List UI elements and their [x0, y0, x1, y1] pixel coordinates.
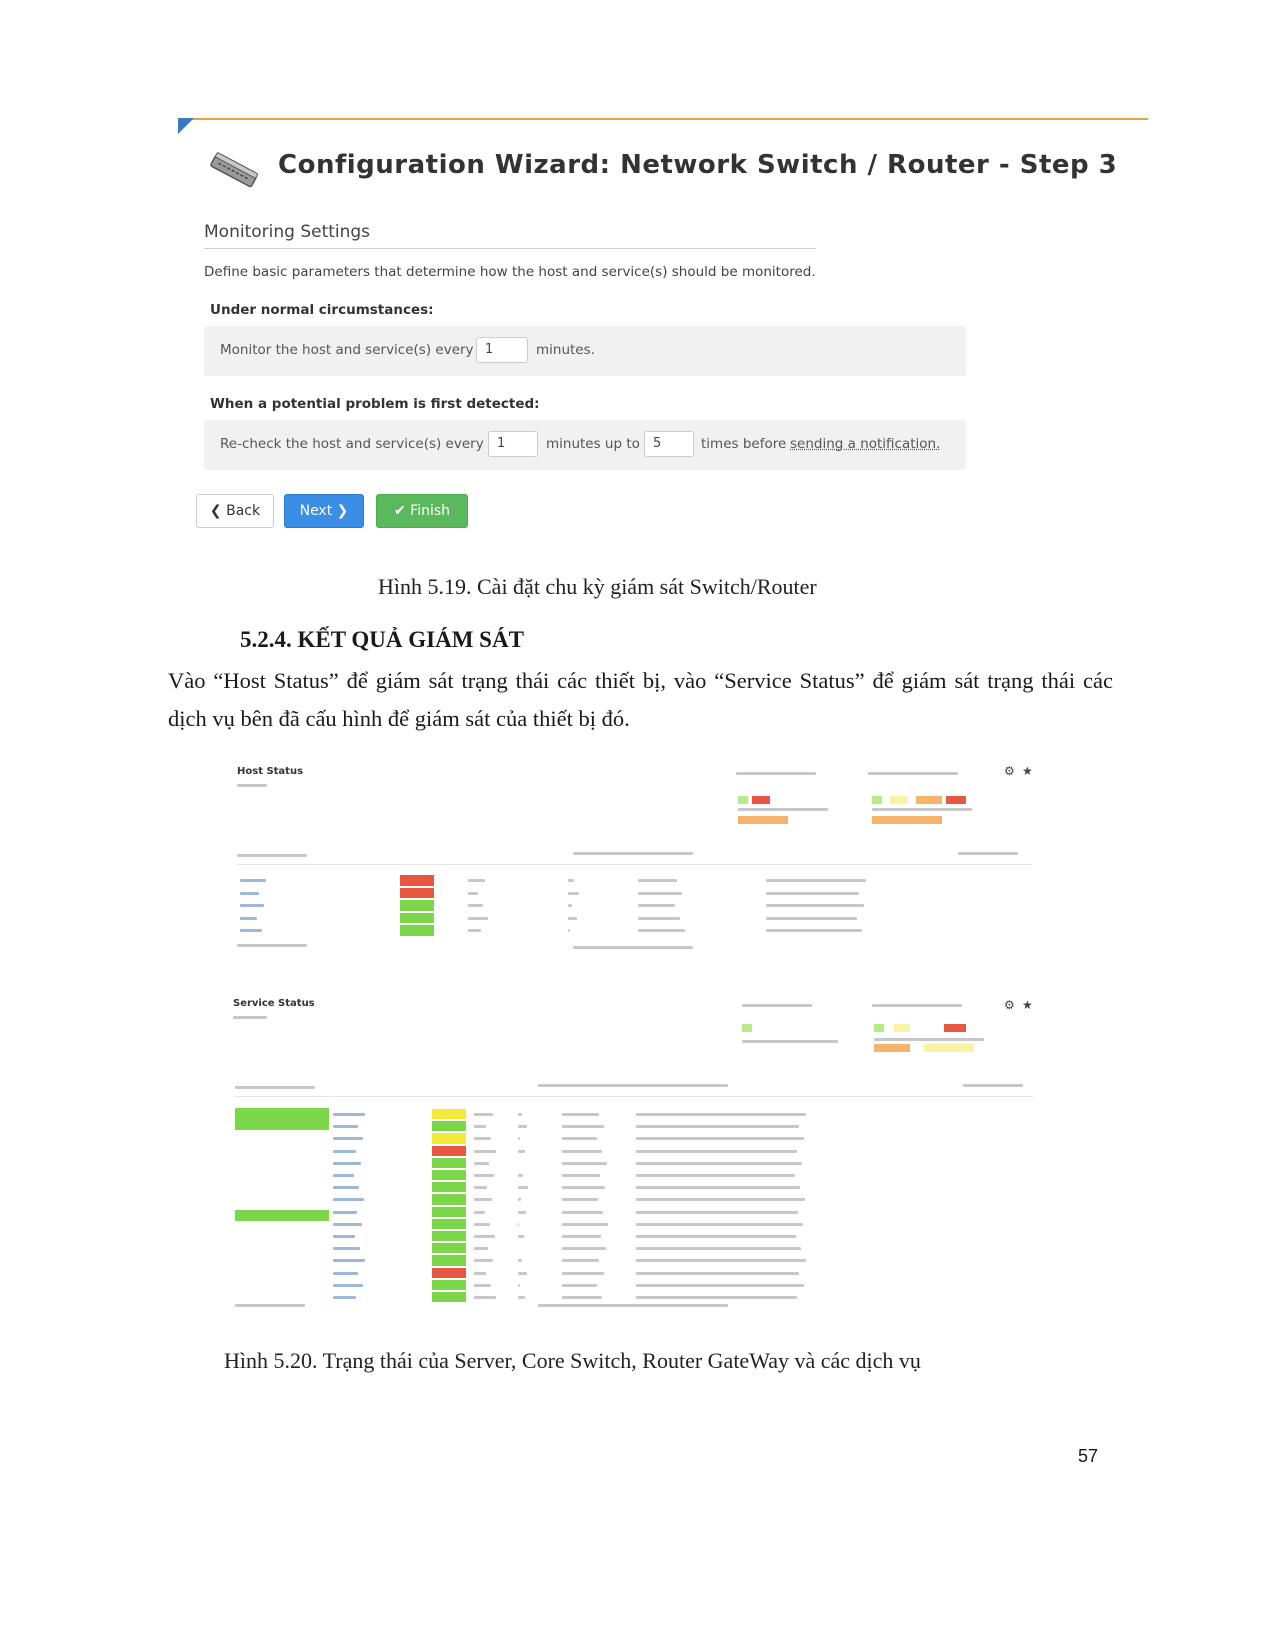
table-row[interactable]: [228, 1120, 1033, 1132]
table-row[interactable]: [228, 887, 1028, 900]
cell-text: [333, 1150, 356, 1153]
cell-text: [474, 1211, 485, 1214]
star-icon-2[interactable]: ★: [1022, 998, 1033, 1012]
cell-text: [474, 1162, 489, 1165]
cell-text: [333, 1174, 354, 1177]
cell-text: [474, 1223, 490, 1226]
status-cell: [432, 1207, 466, 1217]
cell-text: [562, 1125, 604, 1128]
cell-text: [636, 1150, 797, 1153]
table-row[interactable]: [228, 1145, 1033, 1157]
cell-text: [766, 879, 866, 882]
status-cell: [432, 1158, 466, 1168]
cell-text: [518, 1150, 525, 1153]
wizard-screenshot: [178, 118, 1148, 566]
table-row[interactable]: [228, 1291, 1033, 1303]
table-row[interactable]: [228, 899, 1028, 912]
status-cell: [432, 1133, 466, 1143]
cell-text: [568, 917, 577, 920]
chevron-left-icon: ❮: [209, 503, 227, 519]
cell-text: [333, 1223, 362, 1226]
cell-text: [474, 1125, 486, 1128]
status-cell: [432, 1219, 466, 1229]
cell-text: [562, 1211, 603, 1214]
cell-text: [240, 879, 266, 882]
host-search-input[interactable]: [958, 852, 1018, 855]
problem-suffix: times before: [701, 436, 787, 452]
cell-text: [333, 1125, 358, 1128]
table-row[interactable]: [228, 1132, 1033, 1144]
problem-prefix: Re-check the host and service(s) every: [220, 436, 484, 452]
cell-text: [518, 1198, 521, 1201]
cell-text: [562, 1162, 607, 1165]
table-row[interactable]: [228, 1254, 1033, 1266]
cell-text: [636, 1272, 799, 1275]
section-title: Monitoring Settings: [204, 222, 371, 242]
cell-text: [333, 1284, 363, 1287]
table-row[interactable]: [228, 1279, 1033, 1291]
cell-text: [562, 1174, 600, 1177]
status-cell: [400, 875, 434, 886]
table-row[interactable]: [228, 1108, 1033, 1120]
cell-text: [333, 1272, 358, 1275]
cell-text: [474, 1235, 495, 1238]
cell-text: [474, 1137, 491, 1140]
cell-text: [333, 1235, 355, 1238]
cell-text: [636, 1113, 806, 1116]
cell-text: [474, 1284, 491, 1287]
wizard-top-border: [178, 118, 1148, 120]
cell-text: [636, 1137, 804, 1140]
figure-caption-5-20: Hình 5.20. Trạng thái của Server, Core Switch, Router GateWay và các dịch vụ: [224, 1348, 921, 1373]
cell-text: [636, 1125, 799, 1128]
cell-text: [518, 1211, 526, 1214]
status-cell: [432, 1255, 466, 1265]
service-pager-top[interactable]: [538, 1084, 728, 1087]
cell-text: [636, 1284, 804, 1287]
service-status-subtitle: [233, 1016, 267, 1019]
cell-text: [562, 1150, 602, 1153]
retry-interval-input[interactable]: 1: [488, 431, 538, 457]
corner-marker: [178, 118, 194, 134]
cell-text: [468, 904, 483, 907]
cell-text: [474, 1113, 493, 1116]
cell-text: [518, 1174, 523, 1177]
normal-suffix: minutes.: [536, 342, 595, 358]
cell-text: [562, 1272, 604, 1275]
status-cell: [432, 1182, 466, 1192]
table-row[interactable]: [228, 1242, 1033, 1254]
check-icon: ✔: [393, 503, 411, 519]
table-row[interactable]: [228, 1181, 1033, 1193]
max-attempts-input[interactable]: 5: [644, 431, 694, 457]
cell-text: [474, 1247, 488, 1250]
table-row[interactable]: [228, 1267, 1033, 1279]
table-row[interactable]: [228, 1157, 1033, 1169]
host-status-subtitle: [237, 784, 267, 787]
section-divider: [204, 248, 816, 249]
cell-text: [766, 929, 862, 932]
status-screenshot: [228, 756, 1040, 1308]
host-status-summary-2: [734, 1002, 844, 1060]
cell-text: [518, 1284, 520, 1287]
star-icon[interactable]: ★: [1022, 764, 1033, 778]
cell-text: [240, 929, 262, 932]
status-cell: [432, 1109, 466, 1119]
service-status-title: Service Status: [233, 998, 315, 1009]
cell-text: [562, 1137, 597, 1140]
cell-text: [562, 1235, 601, 1238]
host-status-title: Host Status: [237, 766, 304, 777]
cell-text: [562, 1247, 606, 1250]
table-row[interactable]: [228, 1206, 1033, 1218]
cell-text: [562, 1113, 599, 1116]
problem-settings-well: [204, 420, 966, 470]
cell-text: [766, 892, 859, 895]
cell-text: [474, 1259, 493, 1262]
cell-text: [638, 892, 682, 895]
cell-text: [333, 1113, 365, 1116]
cell-text: [474, 1186, 487, 1189]
status-cell: [400, 888, 434, 899]
cell-text: [766, 917, 857, 920]
cell-text: [333, 1296, 356, 1299]
cell-text: [474, 1272, 486, 1275]
normal-settings-well: [204, 326, 966, 376]
finish-button[interactable]: [376, 494, 468, 528]
cell-text: [562, 1186, 605, 1189]
cell-text: [636, 1186, 800, 1189]
normal-prefix: Monitor the host and service(s) every: [220, 342, 474, 358]
status-cell: [432, 1292, 466, 1302]
cell-text: [474, 1174, 494, 1177]
cell-text: [636, 1198, 805, 1201]
cell-text: [568, 892, 579, 895]
status-cell: [432, 1170, 466, 1180]
cell-text: [636, 1211, 798, 1214]
page-number: 57: [1078, 1446, 1099, 1466]
service-table-info: [235, 1086, 315, 1089]
status-cell: [432, 1243, 466, 1253]
cell-text: [636, 1235, 796, 1238]
host-pager-top[interactable]: [573, 852, 693, 855]
next-button[interactable]: [284, 494, 364, 528]
status-cell: [432, 1121, 466, 1131]
cell-text: [518, 1137, 520, 1140]
status-cell: [400, 925, 434, 936]
back-label: Back: [226, 503, 261, 519]
cell-text: [568, 929, 570, 932]
host-table-info: [237, 854, 307, 857]
table-row[interactable]: [228, 1169, 1033, 1181]
cell-text: [333, 1186, 359, 1189]
cell-text: [333, 1137, 363, 1140]
table-row[interactable]: [228, 1230, 1033, 1242]
status-cell: [400, 913, 434, 924]
cell-text: [562, 1223, 608, 1226]
host-table-footer: [237, 944, 307, 947]
cell-text: [638, 929, 685, 932]
table-row[interactable]: [228, 1193, 1033, 1205]
cell-text: [638, 917, 680, 920]
wizard-title: Configuration Wizard: Network Switch / Router - Step 3: [278, 150, 1118, 180]
cell-text: [468, 879, 485, 882]
cell-text: [333, 1211, 357, 1214]
gear-icon-2[interactable]: ⚙: [1004, 998, 1015, 1012]
cell-text: [568, 879, 574, 882]
host-status-summary: [728, 770, 840, 830]
cell-text: [636, 1296, 797, 1299]
table-row[interactable]: [228, 924, 1028, 937]
cell-text: [468, 892, 478, 895]
next-label: Next: [299, 503, 333, 519]
check-interval-input[interactable]: 1: [476, 337, 528, 363]
cell-text: [766, 904, 864, 907]
cell-text: [518, 1296, 525, 1299]
figure-caption-5-19: Hình 5.19. Cài đặt chu kỳ giám sát Switch/Router: [378, 574, 817, 599]
host-pager-bottom[interactable]: [573, 946, 693, 949]
status-cell: [432, 1231, 466, 1241]
cell-text: [333, 1247, 360, 1250]
cell-text: [240, 904, 264, 907]
cell-text: [518, 1272, 527, 1275]
cell-text: [518, 1259, 522, 1262]
cell-text: [636, 1174, 795, 1177]
problem-heading: When a potential problem is first detected:: [210, 396, 540, 412]
service-table-footer: [235, 1304, 305, 1307]
status-cell: [432, 1146, 466, 1156]
table-row[interactable]: [228, 1218, 1033, 1230]
service-status-summary-1: [860, 770, 990, 830]
cell-text: [568, 904, 572, 907]
cell-text: [518, 1125, 527, 1128]
status-cell: [400, 900, 434, 911]
cell-text: [518, 1186, 528, 1189]
cell-text: [562, 1284, 597, 1287]
cell-text: [518, 1235, 524, 1238]
status-cell: [432, 1268, 466, 1278]
cell-text: [518, 1113, 522, 1116]
cell-text: [474, 1150, 496, 1153]
cell-text: [562, 1198, 598, 1201]
section-heading: 5.2.4. KẾT QUẢ GIÁM SÁT: [240, 627, 524, 652]
cell-text: [518, 1223, 519, 1226]
section-description: Define basic parameters that determine how the host and service(s) should be monitored.: [204, 264, 816, 280]
cell-text: [636, 1247, 801, 1250]
host-table-header-line: [237, 864, 1032, 865]
cell-text: [333, 1162, 361, 1165]
table-row[interactable]: [228, 912, 1028, 925]
table-row[interactable]: [228, 874, 1028, 887]
cell-text: [333, 1259, 365, 1262]
cell-text: [474, 1198, 492, 1201]
cell-text: [468, 917, 488, 920]
cell-text: [562, 1296, 602, 1299]
cell-text: [333, 1198, 364, 1201]
status-cell: [432, 1194, 466, 1204]
cell-text: [562, 1259, 599, 1262]
cell-text: [638, 879, 677, 882]
notification-link[interactable]: sending a notification.: [790, 436, 941, 452]
cell-text: [240, 892, 259, 895]
chevron-right-icon: ❯: [332, 503, 349, 519]
network-switch-icon: [206, 152, 260, 192]
problem-middle: minutes up to: [546, 436, 640, 452]
service-pager-bottom[interactable]: [538, 1304, 728, 1307]
normal-heading: Under normal circumstances:: [210, 302, 434, 318]
cell-text: [240, 917, 257, 920]
status-cell: [432, 1280, 466, 1290]
service-search-input[interactable]: [963, 1084, 1023, 1087]
cell-text: [474, 1296, 496, 1299]
cell-text: [636, 1223, 803, 1226]
finish-label: Finish: [410, 503, 451, 519]
service-table-header-line: [235, 1096, 1033, 1097]
body-paragraph: Vào “Host Status” để giám sát trạng thái các thiết bị, vào “Service Status” để giám sát trạng thái các dịch vụ bên đã cấu hình để giám sát của thiết bị đó.: [168, 668, 1113, 731]
gear-icon[interactable]: ⚙: [1004, 764, 1015, 778]
cell-text: [636, 1162, 802, 1165]
back-button[interactable]: [196, 494, 274, 528]
service-status-summary-2: [864, 1002, 994, 1060]
cell-text: [636, 1259, 806, 1262]
cell-text: [638, 904, 675, 907]
cell-text: [468, 929, 481, 932]
